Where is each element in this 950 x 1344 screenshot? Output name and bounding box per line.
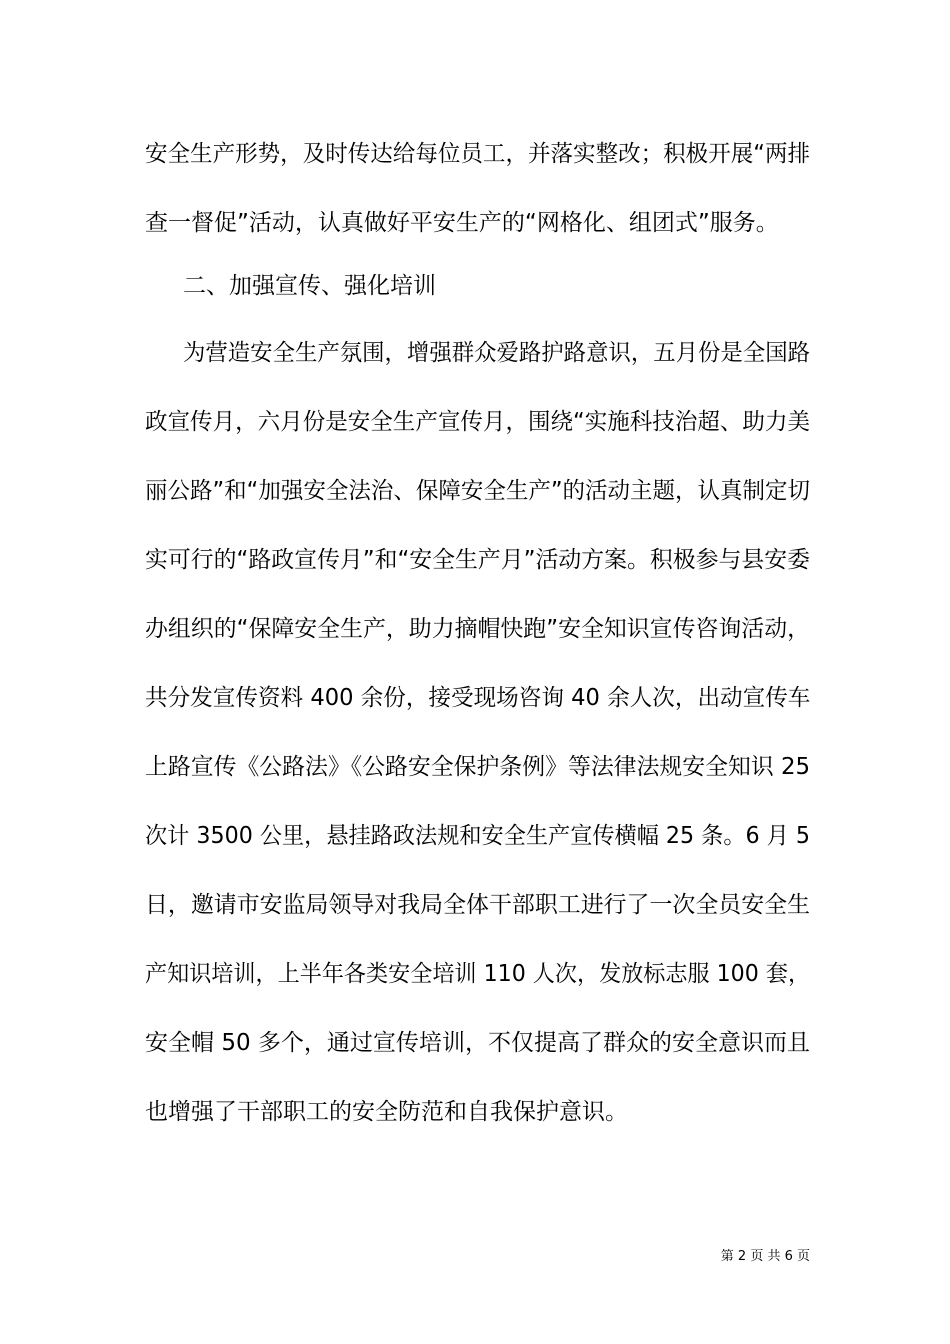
page-number: 第 2 页 共 6 页: [720, 1249, 810, 1264]
paragraph-line: 安全帽 50 多个，通过宣传培训，不仅提高了群众的安全意识而且: [145, 1030, 810, 1056]
paragraph-line: 共分发宣传资料 400 余份，接受现场咨询 40 余人次，出动宣传车: [145, 685, 811, 711]
paragraph-line: 次计 3500 公里，悬挂路政法规和安全生产宣传横幅 25 条。6 月 5: [145, 823, 810, 849]
paragraph-line: 查一督促”活动，认真做好平安生产的“网格化、组团式”服务。: [145, 210, 779, 236]
section-heading: 二、加强宣传、强化培训: [183, 273, 436, 299]
paragraph-line: 为营造安全生产氛围，增强群众爱路护路意识，五月份是全国路: [183, 340, 810, 366]
paragraph-line: 丽公路”和“加强安全法治、保障安全生产”的活动主题，认真制定切: [145, 478, 810, 504]
paragraph-line: 安全生产形势，及时传达给每位员工，并落实整改；积极开展“两排: [145, 141, 810, 167]
paragraph-line: 日，邀请市安监局领导对我局全体干部职工进行了一次全员安全生: [145, 892, 810, 918]
paragraph-line: 上路宣传《公路法》《公路安全保护条例》等法律法规安全知识 25: [145, 754, 811, 780]
paragraph-line: 实可行的“路政宣传月”和“安全生产月”活动方案。积极参与县安委: [145, 547, 810, 573]
paragraph-line: 政宣传月，六月份是安全生产宣传月，围绕“实施科技治超、助力美: [145, 409, 810, 435]
paragraph-line: 办组织的“保障安全生产，助力摘帽快跑”安全知识宣传咨询活动，: [145, 616, 810, 642]
paragraph-line: 产知识培训，上半年各类安全培训 110 人次，发放标志服 100 套，: [145, 961, 811, 987]
paragraph-line: 也增强了干部职工的安全防范和自我保护意识。: [145, 1099, 628, 1125]
